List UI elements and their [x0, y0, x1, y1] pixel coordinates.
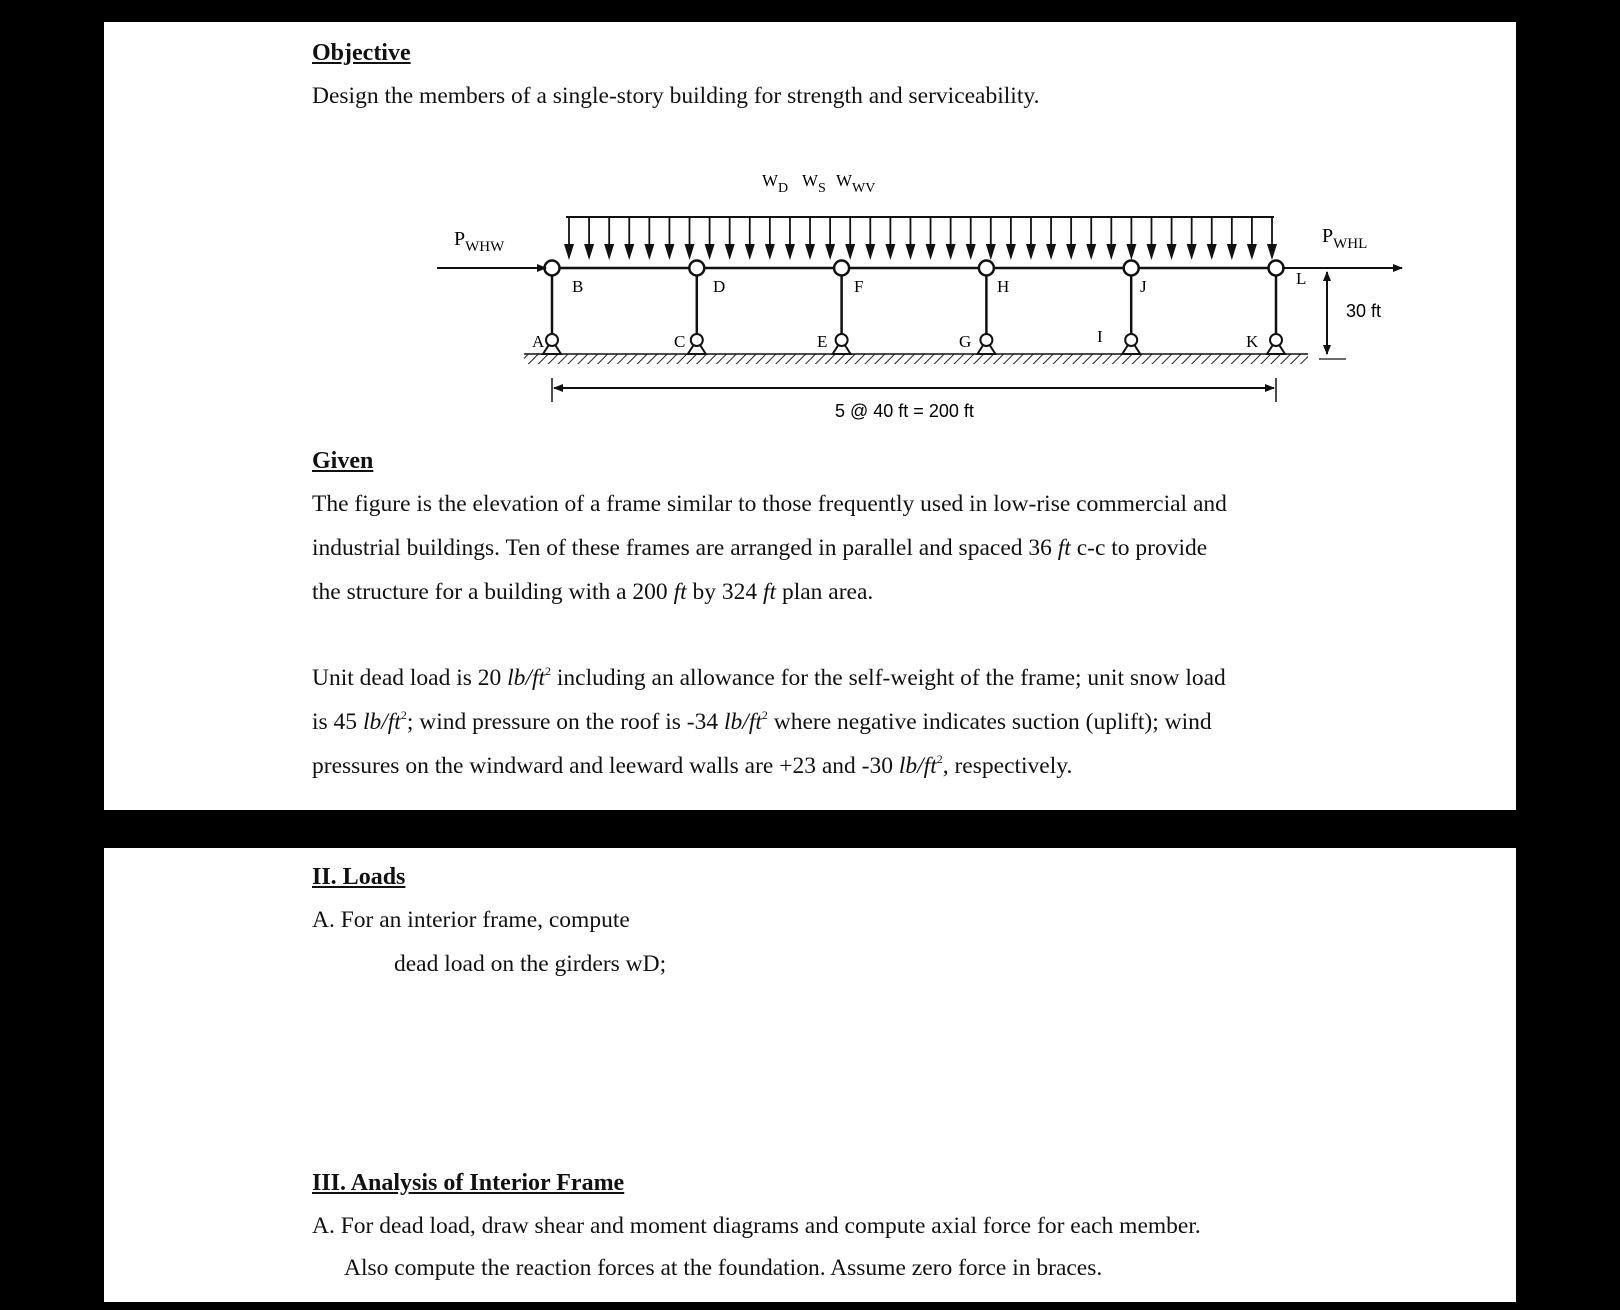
joint-label-h: H — [997, 277, 1010, 296]
distributed-load-arrows — [564, 217, 1277, 260]
load-arrow-head-26 — [1066, 244, 1076, 260]
joint-label-f: F — [854, 277, 864, 296]
joint-label-d: D — [713, 277, 726, 296]
page-panel-bottom — [104, 848, 1516, 1302]
objective-text: Design the members of a single-story building for strength and serviceability. — [312, 83, 1040, 109]
joint-label-b: B — [572, 277, 584, 296]
load-arrow-head-6 — [664, 244, 674, 260]
base-hinge-3 — [836, 334, 848, 346]
joint-label-l: L — [1296, 269, 1307, 288]
load-arrow-head-18 — [905, 244, 915, 260]
given-p2-line-1: Unit dead load is 20 $lb/ft^2$ including an allowance for the self-weight of the frame; unit snow load — [312, 664, 1226, 691]
given-p1-line-2: industrial buildings. Ten of these frames are arranged in parallel and spaced 36 ft c-c to provide — [312, 535, 1208, 561]
load-arrow-head-23 — [1006, 244, 1016, 260]
joint-label-i: I — [1097, 327, 1103, 346]
given-p2-line-2: is 45 $lb/ft^2$; wind pressure on the roof is -34 $lb/ft^2$ where negative indicates suction (uplift); wind — [312, 708, 1212, 735]
label-ws: $W_S$ — [802, 171, 826, 196]
load-arrow-head-27 — [1086, 244, 1096, 260]
load-arrow-head-25 — [1046, 244, 1056, 260]
joint-label-c: C — [674, 332, 686, 351]
load-arrow-head-10 — [745, 244, 755, 260]
analysis-item-a-line-1: A. For dead load, draw shear and moment diagrams and compute axial force for each member. — [312, 1213, 1201, 1239]
load-arrow-head-20 — [946, 244, 956, 260]
load-arrow-head-15 — [845, 244, 855, 260]
loads-item-a: A. For an interior frame, compute — [312, 907, 630, 933]
load-arrow-head-34 — [1227, 244, 1237, 260]
span-dim-label: 5 @ 40 ft = 200 ft — [835, 401, 974, 421]
load-arrow-head-29 — [1126, 244, 1136, 260]
load-arrow-head-17 — [885, 244, 895, 260]
load-arrow-head-14 — [825, 244, 835, 260]
load-arrow-head-21 — [966, 244, 976, 260]
top-hinge-4 — [979, 261, 994, 276]
load-arrow-head-4 — [624, 244, 634, 260]
given-p2-line-3: pressures on the windward and leeward walls are +23 and -30 $lb/ft^2$, respectively. — [312, 752, 1073, 779]
load-arrow-head-28 — [1106, 244, 1116, 260]
joint-label-e: E — [817, 332, 828, 351]
joint-label-k: K — [1246, 332, 1259, 351]
top-hinge-6 — [1269, 261, 1284, 276]
base-supports — [543, 334, 1285, 354]
load-arrow-head-13 — [805, 244, 815, 260]
load-arrow-head-22 — [986, 244, 996, 260]
load-arrow-head-11 — [765, 244, 775, 260]
ground-hatch — [524, 354, 1308, 364]
frame-columns — [552, 268, 1276, 348]
load-arrow-head-12 — [785, 244, 795, 260]
page-panel-top — [104, 22, 1516, 810]
top-hinge-3 — [834, 261, 849, 276]
joint-label-a: A — [532, 332, 545, 351]
given-paragraph-2 — [312, 656, 1312, 788]
top-hinge-5 — [1124, 261, 1139, 276]
frame-elevation-figure — [324, 142, 1382, 421]
given-p1-line-3: the structure for a building with a 200 ft by 324 ft plan area. — [312, 579, 874, 605]
top-hinge-2 — [689, 261, 704, 276]
loads-heading: II. Loads — [312, 864, 406, 890]
load-arrow-head-7 — [685, 244, 695, 260]
load-arrow-head-5 — [644, 244, 654, 260]
base-hinge-6 — [1270, 334, 1282, 346]
base-hinge-1 — [546, 334, 558, 346]
load-arrow-head-9 — [725, 244, 735, 260]
loads-sub-a: dead load on the girders wD; — [394, 951, 667, 977]
load-arrow-head-1 — [564, 244, 574, 260]
base-hinge-2 — [691, 334, 703, 346]
load-arrow-head-19 — [926, 244, 936, 260]
joint-label-j: J — [1140, 277, 1147, 296]
load-arrow-head-30 — [1146, 244, 1156, 260]
given-heading: Given — [312, 448, 374, 474]
p-whw-label: $P_{WHW}$ — [454, 228, 505, 255]
joint-label-g: G — [959, 332, 972, 351]
load-arrow-head-35 — [1247, 244, 1257, 260]
label-wwv: $W_{WV}$ — [836, 171, 876, 196]
base-hinge-4 — [980, 334, 992, 346]
load-arrow-head-16 — [865, 244, 875, 260]
load-arrow-head-8 — [705, 244, 715, 260]
top-hinge-1 — [545, 261, 560, 276]
load-arrow-head-24 — [1026, 244, 1036, 260]
base-hinge-5 — [1125, 334, 1137, 346]
height-dim-label: 30 ft — [1346, 301, 1382, 321]
load-arrow-head-3 — [604, 244, 614, 260]
given-paragraph-1 — [312, 482, 1312, 614]
p-whl-label: $P_{WHL}$ — [1322, 225, 1368, 252]
load-arrow-head-36 — [1267, 244, 1277, 260]
label-wd: $W_D$ — [762, 171, 789, 196]
load-arrow-head-31 — [1167, 244, 1177, 260]
load-arrow-head-33 — [1207, 244, 1217, 260]
objective-heading: Objective — [312, 40, 411, 66]
analysis-heading: III. Analysis of Interior Frame — [312, 1170, 625, 1196]
given-p1-line-1: The figure is the elevation of a frame similar to those frequently used in low-rise commercial and — [312, 491, 1227, 517]
analysis-item-a-line-2: Also compute the reaction forces at the foundation. Assume zero force in braces. — [344, 1255, 1103, 1281]
load-arrow-head-2 — [584, 244, 594, 260]
load-arrow-head-32 — [1187, 244, 1197, 260]
